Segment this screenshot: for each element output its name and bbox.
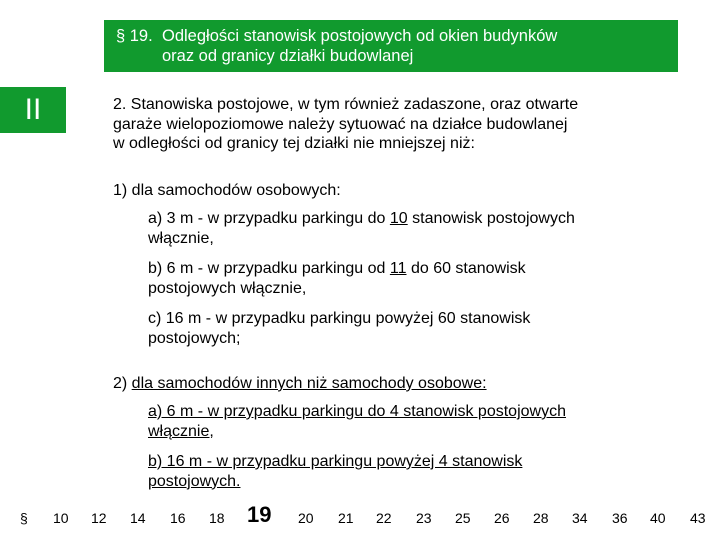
nav-link-23[interactable]: 23: [416, 510, 432, 526]
item-2a-line-1: a) 6 m - w przypadku parkingu do 4 stanowisk postojowych: [148, 403, 566, 420]
nav-link-10[interactable]: 10: [53, 510, 69, 526]
header-title-line-1: Odległości stanowisk postojowych od okien budynków: [162, 27, 558, 45]
intro-paragraph: [113, 95, 673, 154]
item-1b-underlined: 11: [389, 260, 407, 277]
nav-link-14[interactable]: 14: [130, 510, 146, 526]
item-1c-line-2: postojowych;: [148, 329, 241, 347]
nav-link-34[interactable]: 34: [572, 510, 588, 526]
item-2b-line-2: postojowych.: [148, 472, 241, 490]
item-1b-pre: b) 6 m - w przypadku parkingu od: [148, 260, 390, 277]
nav-link-18[interactable]: 18: [209, 510, 225, 526]
item-1b: [148, 259, 688, 298]
item-1a-underlined: 10: [389, 210, 408, 227]
nav-link-20[interactable]: 20: [298, 510, 314, 526]
nav-link-21[interactable]: 21: [338, 510, 354, 526]
header-title-line-2: oraz od granicy działki budowlanej: [162, 47, 414, 65]
item-1c: [148, 309, 688, 348]
item-1a-line-1: [148, 209, 688, 229]
section-number: § 19.: [116, 27, 153, 45]
item-1a: [148, 209, 688, 248]
nav-section-link[interactable]: §: [20, 510, 28, 526]
nav-link-40[interactable]: 40: [650, 510, 666, 526]
intro-line-2: garaże wielopoziomowe należy sytuować na działce budowlanej: [113, 115, 568, 133]
item-2b-line-1: b) 16 m - w przypadku parkingu powyżej 4 stanowisk: [148, 453, 523, 470]
item-1-label: 1) dla samochodów osobowych:: [113, 182, 341, 199]
nav-link-12[interactable]: 12: [91, 510, 107, 526]
section-marker: II: [0, 87, 66, 133]
item-1c-line-1: c) 16 m - w przypadku parkingu powyżej 60 stanowisk: [148, 310, 531, 327]
intro-line-1: 2. Stanowiska postojowe, w tym również zadaszone, oraz otwarte: [113, 96, 579, 113]
item-2a-line-2: włącznie,: [148, 422, 214, 440]
section-header: [104, 20, 678, 72]
item-2-label: [113, 374, 673, 394]
item-1a-pre: a) 3 m - w przypadku parkingu do: [148, 210, 390, 227]
nav-link-25[interactable]: 25: [455, 510, 471, 526]
nav-link-26[interactable]: 26: [494, 510, 510, 526]
item-1b-line-2: postojowych włącznie,: [148, 279, 307, 297]
item-2a: [148, 402, 688, 441]
item-1b-post: do 60 stanowisk: [406, 260, 526, 277]
nav-current-page[interactable]: 19: [247, 502, 272, 527]
intro-line-3: w odległości od granicy tej działki nie mniejszej niż:: [113, 135, 475, 152]
item-1a-line-2: włącznie,: [148, 229, 214, 247]
nav-link-36[interactable]: 36: [612, 510, 628, 526]
item-2-pre: 2): [113, 375, 132, 392]
nav-link-22[interactable]: 22: [376, 510, 392, 526]
nav-link-16[interactable]: 16: [170, 510, 186, 526]
item-2b: [148, 452, 688, 491]
item-2-underlined: dla samochodów innych niż samochody osobowe:: [131, 375, 487, 392]
page-navigation: [0, 504, 720, 534]
item-1a-post: stanowisk postojowych: [407, 210, 575, 227]
nav-link-28[interactable]: 28: [533, 510, 549, 526]
nav-link-43[interactable]: 43: [690, 510, 706, 526]
item-1b-line-1: [148, 259, 688, 279]
header-line-1: [116, 26, 678, 46]
